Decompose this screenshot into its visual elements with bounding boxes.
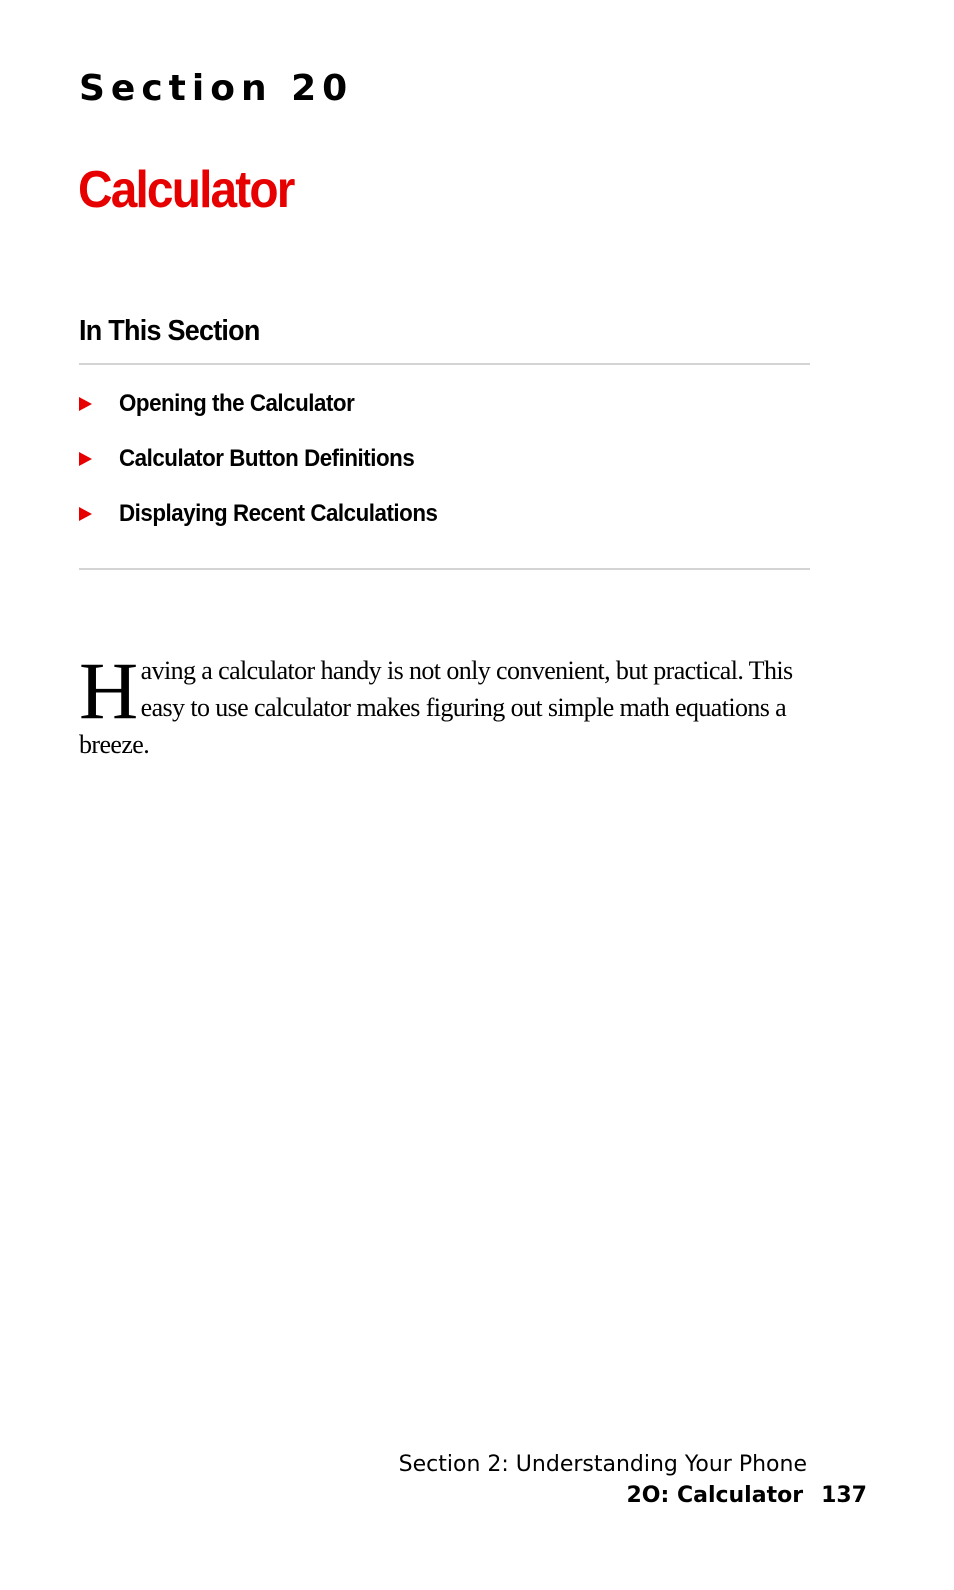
footer-chapter: 2O: Calculator — [626, 1483, 804, 1508]
page-number: 137 — [821, 1483, 867, 1508]
intro-text: aving a calculator handy is not only convenient, but practical. This easy to use calculator makes figuring out simple math equations a breeze. — [79, 656, 793, 759]
page-title: Calculator — [78, 161, 294, 219]
footer-chapter-line — [626, 1483, 867, 1508]
toc-list — [79, 388, 461, 553]
triangle-right-icon — [79, 388, 119, 411]
triangle-right-icon — [79, 443, 119, 466]
toc-top-divider — [79, 363, 810, 365]
toc-heading: In This Section — [79, 315, 260, 347]
toc-item-button-definitions[interactable] — [79, 443, 461, 498]
toc-item-label: Displaying Recent Calculations — [119, 500, 438, 527]
footer-section-title: Section 2: Understanding Your Phone — [398, 1452, 807, 1477]
section-label: Section 20 — [79, 68, 354, 109]
intro-paragraph — [79, 645, 799, 763]
drop-cap: H — [79, 645, 138, 736]
toc-item-recent-calculations[interactable] — [79, 498, 461, 553]
toc-bottom-divider — [79, 568, 810, 570]
toc-item-opening-calculator[interactable] — [79, 388, 461, 443]
triangle-right-icon — [79, 498, 119, 521]
toc-item-label: Calculator Button Definitions — [119, 445, 415, 472]
toc-item-label: Opening the Calculator — [119, 390, 355, 417]
